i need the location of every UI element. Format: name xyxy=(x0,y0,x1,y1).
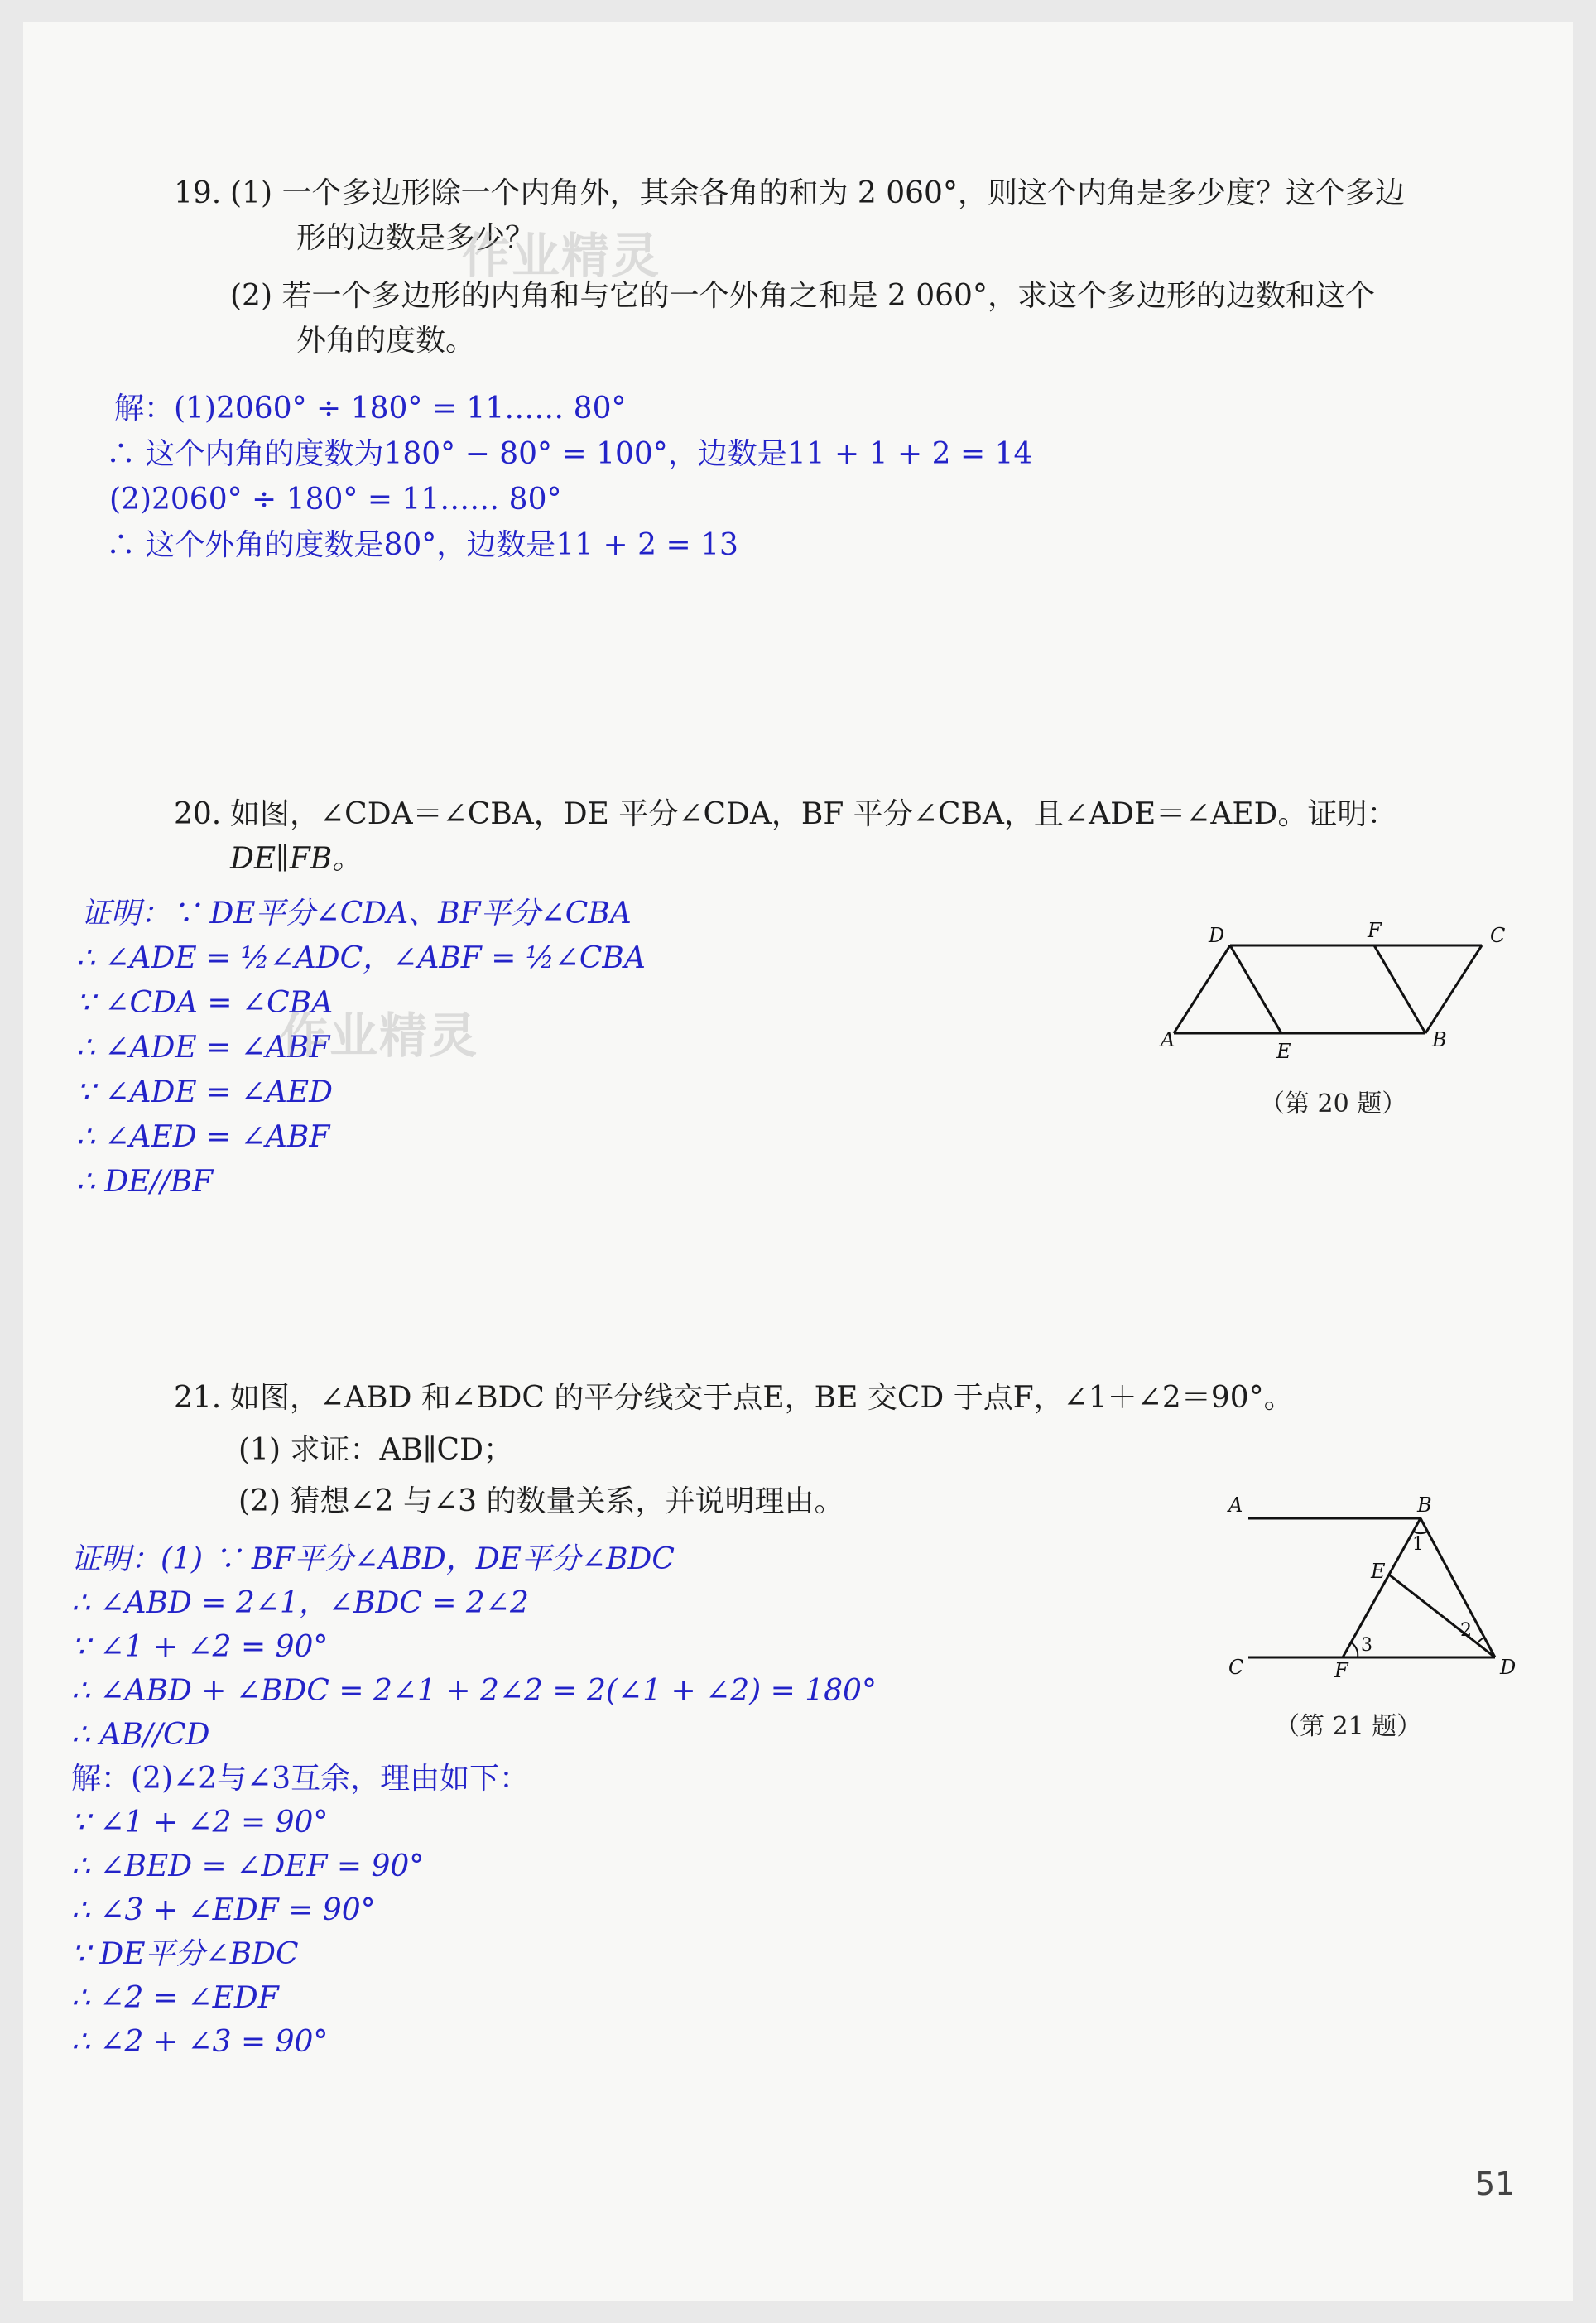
label-B: B xyxy=(1432,1028,1447,1051)
label-C: C xyxy=(1490,924,1506,947)
angle-mark-1 xyxy=(1414,1532,1427,1533)
figure-q21-diagram xyxy=(1215,1495,1530,1694)
angle-mark-3 xyxy=(1351,1642,1358,1657)
q21-sub1: (1) 求证：AB∥CD； xyxy=(238,1433,513,1467)
q20-proof-line: ∴ ∠ADE = ½∠ADC，∠ABF = ½∠CBA xyxy=(76,941,646,975)
q19-number: 19. xyxy=(174,176,222,210)
q20-text-line1: 如图，∠CDA＝∠CBA，DE 平分∠CDA，BF 平分∠CBA，且∠ADE＝∠AED。证明： xyxy=(230,797,1397,831)
angle-mark-2 xyxy=(1477,1638,1484,1644)
segment-ED xyxy=(1389,1575,1495,1657)
worksheet-page xyxy=(23,22,1573,2301)
q19-answer-line: ∴ 这个内角的度数为180° − 80° = 100°，边数是11 + 1 + 2 = 14 xyxy=(106,437,1033,471)
q19-answer-line: 解：(1)2060° ÷ 180° = 11…… 80° xyxy=(114,392,627,426)
q20-proof-line: ∴ DE//BF xyxy=(76,1165,214,1199)
label-F: F xyxy=(1368,919,1382,942)
label-B: B xyxy=(1417,1493,1432,1517)
q21-answer-line: ∴ ∠ABD = 2∠1，∠BDC = 2∠2 xyxy=(71,1586,529,1620)
figure-q20-lines xyxy=(1174,945,1482,1033)
label-F: F xyxy=(1334,1659,1348,1682)
segment-CB xyxy=(1425,945,1482,1033)
angle-label-2: 2 xyxy=(1460,1620,1472,1641)
watermark: 作业精灵 xyxy=(462,228,661,284)
q19-answer-line: ∴ 这个外角的度数是80°，边数是11 + 2 = 13 xyxy=(106,528,738,562)
q21-answer-line: ∵ ∠1 + ∠2 = 90° xyxy=(71,1630,329,1664)
q20-proof-line: ∴ ∠AED = ∠ABF xyxy=(76,1120,330,1154)
label-E: E xyxy=(1276,1040,1291,1063)
page-number: 51 xyxy=(1475,2166,1516,2202)
q21-answer-line: ∴ ∠BED = ∠DEF = 90° xyxy=(71,1849,425,1883)
q20-proof-line: ∵ ∠ADE = ∠AED xyxy=(76,1075,334,1109)
q21-number: 21. xyxy=(174,1381,222,1415)
q20-text-line2: DE∥FB。 xyxy=(230,842,363,876)
q21-answer-line: ∴ ∠3 + ∠EDF = 90° xyxy=(71,1893,376,1927)
figure-q21-caption: （第 21 题） xyxy=(1275,1712,1422,1741)
q21-answer-line: ∴ ∠2 = ∠EDF xyxy=(71,1981,279,2015)
segment-DE xyxy=(1230,945,1281,1033)
q21-answer-line: ∵ DE平分∠BDC xyxy=(71,1937,299,1971)
q19-part1-line1: (1) 一个多边形除一个内角外，其余各角的和为 2 060°，则这个内角是多少度？这个多边 xyxy=(230,176,1405,210)
q21-text: 如图，∠ABD 和∠BDC 的平分线交于点E，BE 交CD 于点F，∠1＋∠2＝90°。 xyxy=(230,1381,1294,1415)
label-A: A xyxy=(1161,1028,1175,1051)
segment-BF xyxy=(1343,1518,1421,1657)
segment-DA xyxy=(1174,945,1230,1033)
q21-answer-line: 证明：(1) ∵ BF平分∠ABD，DE平分∠BDC xyxy=(71,1542,675,1576)
q21-sub2: (2) 猜想∠2 与∠3 的数量关系，并说明理由。 xyxy=(238,1484,844,1518)
label-E: E xyxy=(1371,1560,1386,1583)
q19-answer-line: (2)2060° ÷ 180° = 11…… 80° xyxy=(109,483,562,517)
q21-answer-line: ∴ ∠ABD + ∠BDC = 2∠1 + 2∠2 = 2(∠1 + ∠2) = 180° xyxy=(71,1674,877,1708)
q20-proof-line: ∵ ∠CDA = ∠CBA xyxy=(76,986,334,1020)
q20-number: 20. xyxy=(174,797,222,831)
label-D: D xyxy=(1209,924,1225,947)
q20-proof-line: ∴ ∠ADE = ∠ABF xyxy=(76,1031,330,1065)
q21-answer-line: ∴ AB//CD xyxy=(71,1718,210,1752)
q21-answer-line: ∴ ∠2 + ∠3 = 90° xyxy=(71,2025,329,2059)
q21-answer-line: ∵ ∠1 + ∠2 = 90° xyxy=(71,1806,329,1840)
q20-proof-line: 证明：∵ DE平分∠CDA、BF平分∠CBA xyxy=(81,897,632,931)
segment-BD xyxy=(1421,1518,1495,1657)
label-D: D xyxy=(1500,1656,1517,1679)
angle-label-3: 3 xyxy=(1361,1635,1372,1656)
q19-part1-line2: 形的边数是多少？ xyxy=(296,221,536,255)
label-C: C xyxy=(1228,1656,1244,1679)
q19-part2-line1: (2) 若一个多边形的内角和与它的一个外角之和是 2 060°，求这个多边形的边数和这个 xyxy=(230,279,1375,313)
angle-label-1: 1 xyxy=(1412,1534,1424,1555)
q19-part2-line2: 外角的度数。 xyxy=(296,324,476,358)
label-A: A xyxy=(1228,1493,1243,1517)
segment-FB xyxy=(1374,945,1425,1033)
figure-q20-diagram xyxy=(1161,907,1530,1073)
watermark: 作业精灵 xyxy=(280,1008,479,1064)
figure-q20-caption: （第 20 题） xyxy=(1260,1089,1407,1118)
q21-answer-line: 解：(2)∠2与∠3互余，理由如下： xyxy=(71,1762,530,1796)
